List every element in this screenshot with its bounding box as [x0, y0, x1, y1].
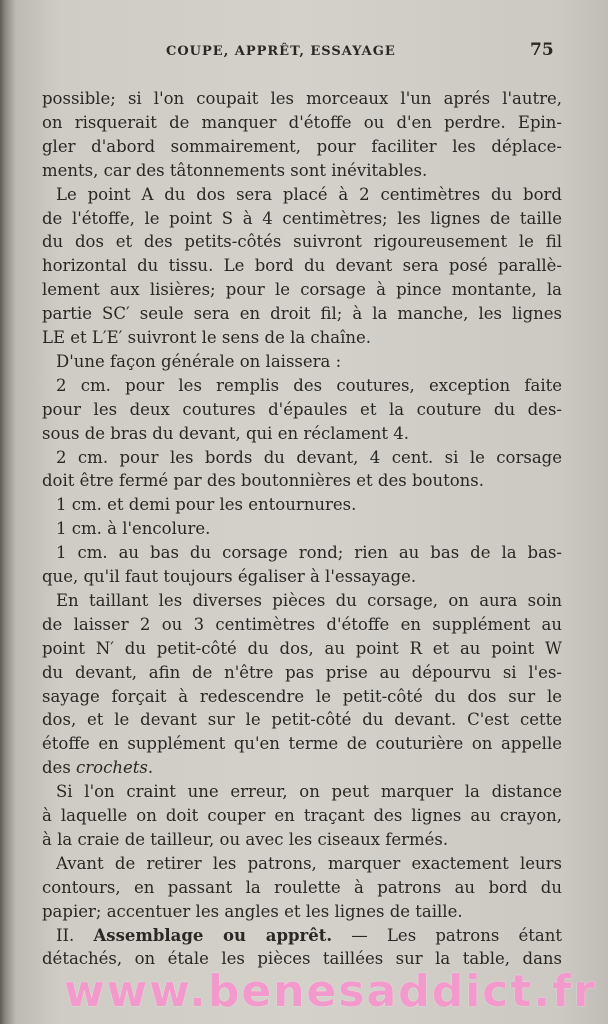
- text-line: [42, 542, 562, 564]
- line-text: sayage forçait à redescendre le petit-côté du dos sur le: [42, 686, 562, 706]
- line-text: 1 cm. au bas du corsage rond; rien au bas de la bas-: [56, 543, 562, 563]
- page-number: 75: [530, 40, 554, 60]
- text-line: [42, 208, 562, 230]
- italic-term: crochets: [76, 758, 148, 778]
- text-line: [42, 88, 562, 110]
- line-text: horizontal du tissu. Le bord du devant sera posé parallè-: [42, 256, 562, 276]
- text-line: [42, 590, 562, 612]
- text-line: [42, 686, 562, 708]
- line-text: du devant, afin de n'être pas prise au dépourvu si l'es-: [42, 662, 562, 682]
- text-line: [42, 518, 562, 540]
- line-text: Avant de retirer les patrons, marquer exactement leurs: [56, 853, 562, 873]
- text-line: [42, 805, 562, 827]
- text-line: [42, 303, 562, 325]
- line-text: En taillant les diverses pièces du corsage, on aura soin: [56, 590, 562, 610]
- watermark: www.benesaddict.fr: [64, 966, 597, 1017]
- line-text: sous de bras du devant, qui en réclament 4.: [42, 423, 409, 443]
- line-text: de laisser 2 ou 3 centimètres d'étoffe en supplément au: [42, 614, 562, 634]
- text-line: [42, 255, 562, 277]
- line-text: Le point A du dos sera placé à 2 centimètres du bord: [56, 184, 562, 204]
- line-text: 2 cm. pour les bords du devant, 4 cent. si le corsage: [56, 447, 562, 467]
- text-line: [42, 566, 562, 588]
- line-text: à laquelle on doit couper en traçant des lignes au crayon,: [42, 806, 562, 825]
- text-line: [42, 351, 562, 373]
- line-text: gler d'abord sommairement, pour faciliter les déplace-: [42, 136, 562, 156]
- line-text: point N′ du petit-côté du dos, au point R et au point W: [42, 638, 562, 658]
- text-line: [42, 829, 562, 851]
- text-line: [42, 184, 562, 206]
- line-text: étoffe en supplément qu'en terme de couturière on appelle: [42, 734, 562, 754]
- line-text: possible; si l'on coupait les morceaux l'un aprés l'autre,: [42, 89, 562, 108]
- line-text: que, qu'il faut toujours égaliser à l'essayage.: [42, 567, 417, 586]
- text-line: [42, 494, 562, 516]
- line-text: LE et L′E′ suivront le sens de la chaîne.: [42, 328, 372, 347]
- text-line: [42, 709, 562, 731]
- text-line: [42, 112, 562, 134]
- text-line: [42, 853, 562, 875]
- text-line: [42, 447, 562, 469]
- line-text-after: .: [147, 758, 154, 778]
- text-line: [42, 925, 562, 947]
- line-text-after: — Les patrons étant: [332, 925, 562, 945]
- line-text: dos, et le devant sur le petit-côté du devant. C'est cette: [42, 710, 562, 730]
- line-text: des: [42, 758, 77, 778]
- section-heading: Assemblage ou apprêt.: [93, 925, 333, 945]
- running-title: COUPE, APPRÊT, ESSAYAGE: [166, 44, 396, 59]
- line-text: 1 cm. à l'encolure.: [56, 519, 211, 539]
- text-line: [42, 231, 562, 253]
- text-line: [42, 781, 562, 803]
- text-line: [42, 399, 562, 421]
- text-line: [42, 423, 562, 445]
- line-text: on risquerait de manquer d'étoffe ou d'en perdre. Epin-: [42, 112, 562, 132]
- line-text: D'une façon générale on laissera :: [56, 351, 342, 371]
- text-line: [42, 662, 562, 684]
- line-text: pour les deux coutures d'épaules et la couture du des-: [42, 399, 562, 419]
- line-text: contours, en passant la roulette à patrons au bord du: [42, 877, 562, 897]
- text-line: [42, 470, 562, 492]
- line-text: à la craie de tailleur, ou avec les ciseaux fermés.: [42, 829, 449, 849]
- line-text: 2 cm. pour les remplis des coutures, exception faite: [56, 375, 562, 395]
- text-line: [42, 327, 562, 349]
- line-text: papier; accentuer les angles et les lignes de taille.: [42, 901, 463, 921]
- line-text: détachés, on étale les pièces taillées sur la table, dans: [42, 949, 562, 969]
- line-text: ments, car des tâtonnements sont inévitables.: [42, 160, 428, 180]
- text-line: [42, 375, 562, 397]
- text-line: [42, 136, 562, 158]
- line-text: Si l'on craint une erreur, on peut marquer la distance: [56, 782, 562, 802]
- text-line: [42, 279, 562, 301]
- text-line: [42, 877, 562, 899]
- line-text: du dos et des petits-côtés suivront rigoureusement le fil: [42, 232, 562, 252]
- text-line: [42, 638, 562, 660]
- line-text: doit être fermé par des boutonnières et des boutons.: [42, 471, 484, 491]
- line-text: de l'étoffe, le point S à 4 centimètres; les lignes de taille: [42, 208, 562, 228]
- text-line: [42, 614, 562, 636]
- text-line: [42, 160, 562, 182]
- text-line: [42, 757, 562, 779]
- text-line: [42, 733, 562, 755]
- line-text: II.: [56, 925, 94, 945]
- line-text: 1 cm. et demi pour les entournures.: [56, 495, 357, 515]
- line-text: lement aux lisières; pour le corsage à pince montante, la: [42, 280, 562, 300]
- line-text: partie SC′ seule sera en droit fil; à la manche, les lignes: [42, 304, 562, 324]
- text-line: [42, 901, 562, 923]
